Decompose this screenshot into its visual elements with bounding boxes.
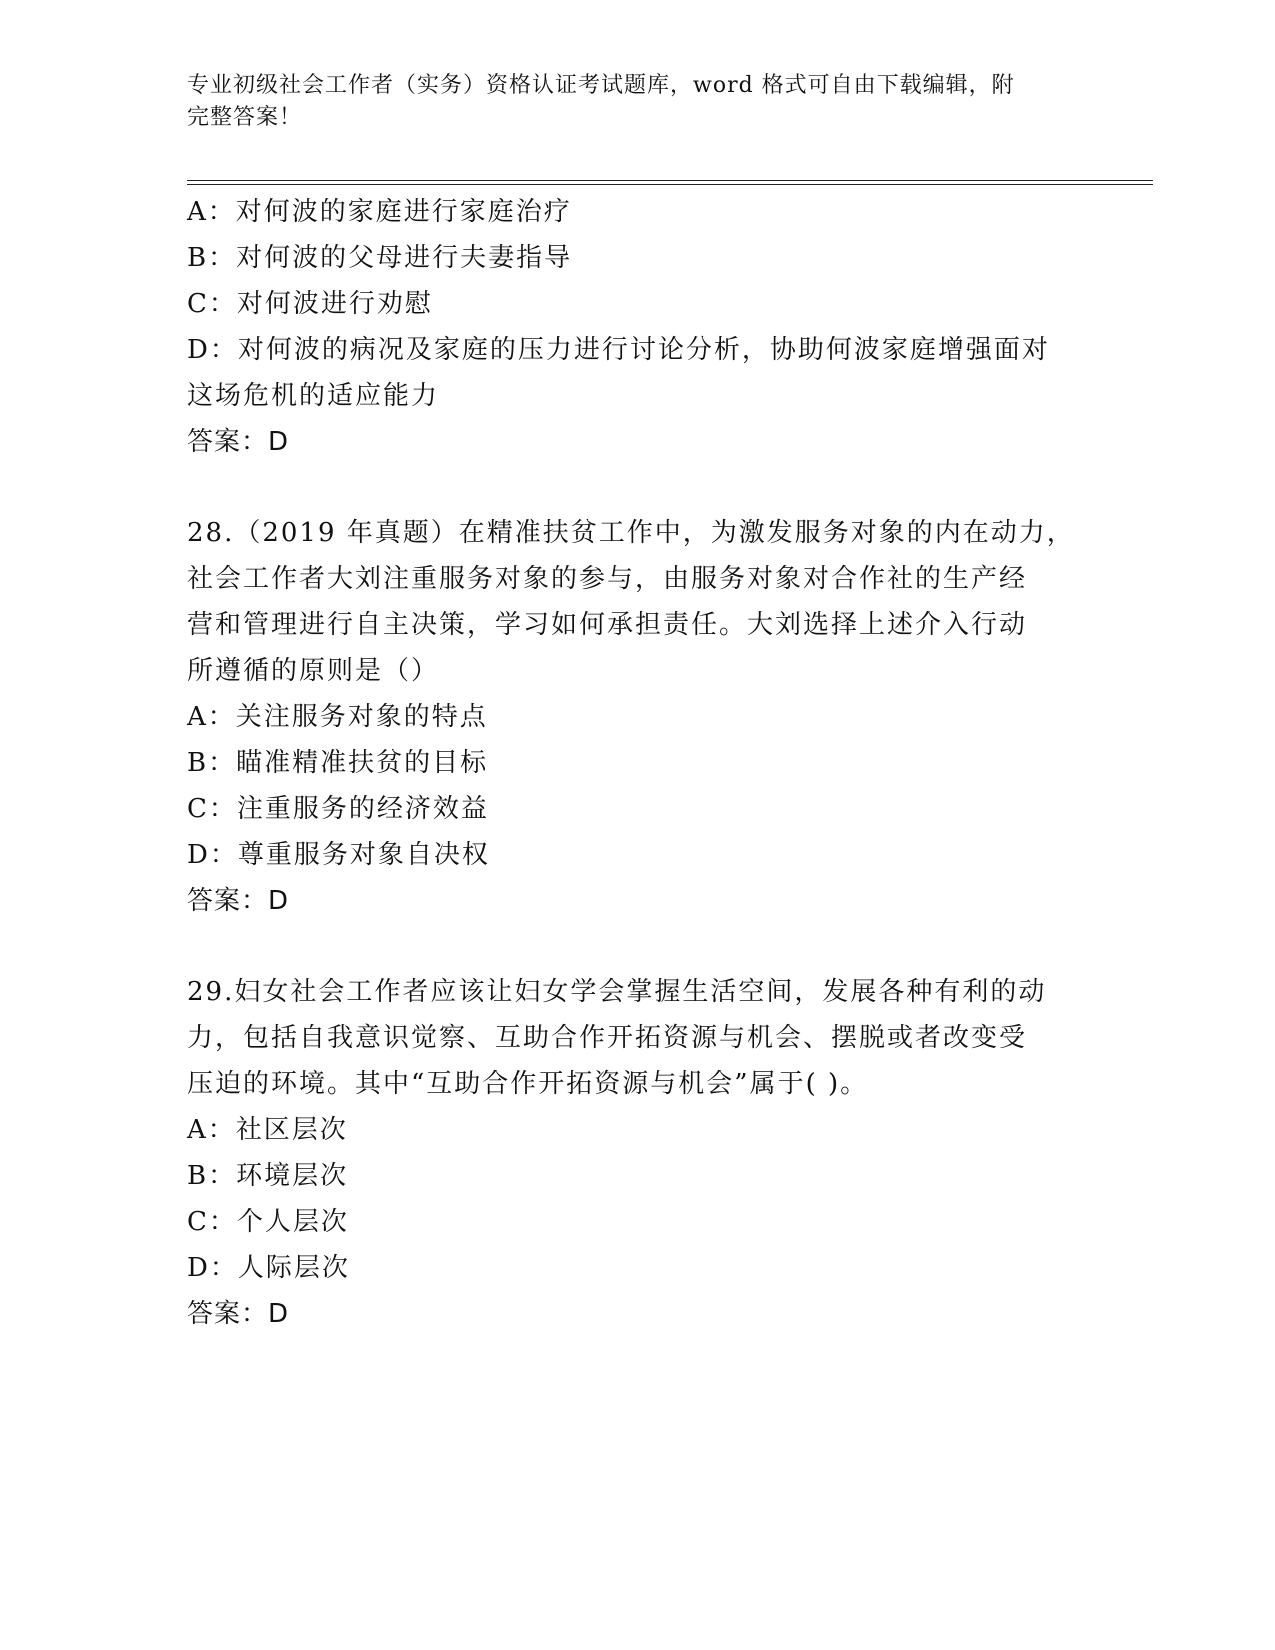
header-line-1: 专业初级社会工作者（实务）资格认证考试题库，word 格式可自由下载编辑，附 [187, 73, 1015, 98]
spacer [187, 465, 1087, 510]
option-b: B：瞄准精准扶贫的目标 [187, 748, 489, 778]
question-stem-line: 28.（2019 年真题）在精准扶贫工作中，为激发服务对象的内在动力， [187, 518, 1075, 548]
answer: 答案：D [187, 1299, 290, 1329]
option-d: D：对何波的病况及家庭的压力进行讨论分析，协助何波家庭增强面对 [187, 335, 1050, 365]
option-a: A：关注服务对象的特点 [187, 702, 488, 732]
question-stem-line: 所遵循的原则是（） [187, 656, 440, 686]
option-d: D：人际层次 [187, 1253, 350, 1283]
question-stem-line: 社会工作者大刘注重服务对象的参与，由服务对象对合作社的生产经 [187, 564, 1028, 594]
spacer [187, 924, 1087, 969]
question-27 [187, 189, 1087, 465]
answer: 答案：D [187, 886, 290, 916]
option-a: A：对何波的家庭进行家庭治疗 [187, 197, 572, 227]
question-content [187, 189, 1087, 1337]
question-stem-line: 29.妇女社会工作者应该让妇女学会掌握生活空间，发展各种有利的动 [187, 977, 1047, 1007]
option-c: C：个人层次 [187, 1207, 349, 1237]
header-divider-bottom [187, 184, 1153, 185]
option-b: B：对何波的父母进行夫妻指导 [187, 243, 573, 273]
option-c: C：对何波进行劝慰 [187, 289, 433, 319]
option-c: C：注重服务的经济效益 [187, 794, 489, 824]
question-29 [187, 969, 1087, 1337]
header-divider-top [187, 180, 1153, 181]
option-a: A：社区层次 [187, 1115, 348, 1145]
answer: 答案：D [187, 427, 290, 457]
option-d: D：尊重服务对象自决权 [187, 840, 490, 870]
document-header [187, 70, 1067, 134]
question-stem-line: 压迫的环境。其中“互助合作开拓资源与机会”属于( )。 [187, 1069, 869, 1099]
question-stem-line: 营和管理进行自主决策，学习如何承担责任。大刘选择上述介入行动 [187, 610, 1028, 640]
option-b: B：环境层次 [187, 1161, 349, 1191]
header-line-2: 完整答案！ [187, 105, 303, 130]
question-stem-line: 力，包括自我意识觉察、互助合作开拓资源与机会、摆脱或者改变受 [187, 1023, 1028, 1053]
question-28 [187, 510, 1087, 924]
option-d-continued: 这场危机的适应能力 [187, 381, 440, 411]
